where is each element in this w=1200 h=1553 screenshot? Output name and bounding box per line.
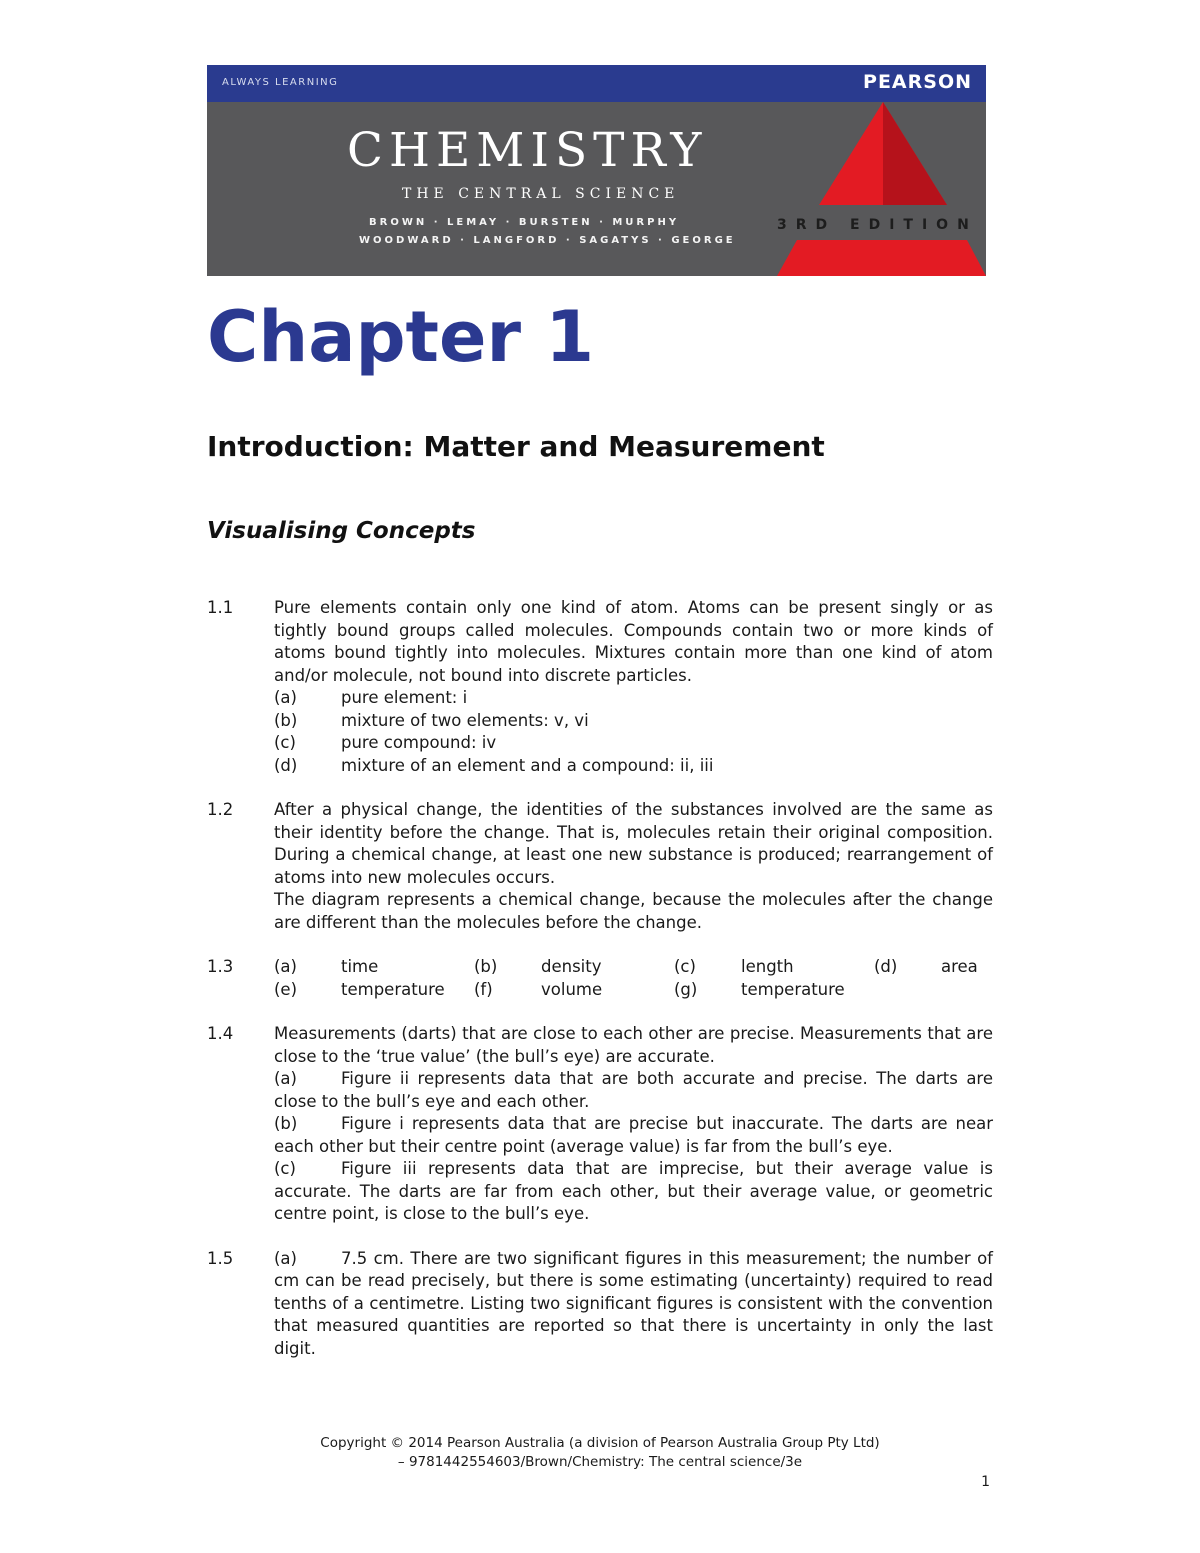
part-label: (g) [674, 979, 698, 999]
book-title: CHEMISTRY [347, 123, 708, 178]
part-label: (d) [274, 755, 298, 775]
part-label: (a) [274, 1069, 297, 1088]
part-text: pure compound: iv [341, 733, 497, 752]
list-item [274, 1158, 993, 1226]
part-text: Figure i represents data that are precise but inaccurate. The darts are near each other but their centre point (average value) is far from the bull’s eye. [274, 1114, 993, 1156]
list-item [274, 755, 993, 778]
copyright-notice: Copyright © 2014 Pearson Australia (a division of Pearson Australia Group Pty Ltd) [320, 1435, 880, 1451]
part-text: area [941, 957, 978, 976]
answer-item-1-3 [207, 956, 993, 1001]
part-text: temperature [341, 979, 445, 999]
part-text: Figure ii represents data that are both accurate and precise. The darts are close to the bull’s eye and each other. [274, 1069, 993, 1111]
list-item [274, 710, 993, 733]
answer-grid-row [274, 956, 993, 979]
section-title: Introduction: Matter and Measurement [207, 430, 825, 463]
part-label: (a) [274, 957, 297, 976]
part-label: (f) [474, 979, 493, 999]
part-text: mixture of two elements: v, vi [341, 710, 589, 730]
part-label: (c) [274, 1159, 296, 1178]
list-item [274, 1068, 993, 1113]
part-text: mixture of an element and a compound: ii, iii [341, 755, 714, 775]
book-banner [207, 65, 986, 276]
list-item [274, 732, 993, 755]
chapter-title: Chapter 1 [207, 296, 595, 378]
part-label: (b) [274, 1114, 298, 1133]
part-label: (c) [274, 733, 296, 752]
authors-line-2: WOODWARD · LANGFORD · SAGATYS · GEORGE [359, 235, 736, 246]
answer-item-1-2 [207, 799, 993, 934]
authors-line-1: BROWN · LEMAY · BURSTEN · MURPHY [369, 217, 680, 228]
edition-label: 3RD EDITION [777, 217, 978, 233]
isbn-line: – 9781442554603/Brown/Chemistry: The central science/3e [397, 1454, 803, 1470]
part-label: (b) [474, 957, 498, 976]
item-text: Pure elements contain only one kind of atom. Atoms can be present singly or as tightly bound groups called molecules. Compounds contain two or more kinds of atoms bound tightly into molecules. Mixtures contain more than one kind of atom and/or molecule, not bound into discrete particles. [274, 598, 993, 685]
list-item [274, 1248, 993, 1361]
part-text: Figure iii represents data that are imprecise, but their average value is accurate. The darts are far from each other, but their average value, or geometric centre point, is close to the bull’s eye. [274, 1159, 993, 1223]
item-number: 1.2 [207, 800, 234, 819]
part-text: length [741, 957, 794, 976]
item-number: 1.3 [207, 957, 234, 976]
part-label: (d) [874, 957, 898, 976]
item-text: After a physical change, the identities of the substances involved are the same as their identity before the change. That is, molecules retain their original composition. During a chemical change, at least one new substance is produced; rearrangement of atoms into new molecules occurs. [274, 800, 993, 887]
part-label: (e) [274, 979, 298, 999]
answer-item-1-5 [207, 1248, 993, 1361]
part-label: (a) [274, 1248, 297, 1268]
answers-content [207, 597, 993, 1382]
book-subtitle: THE CENTRAL SCIENCE [402, 186, 680, 202]
subsection-title: Visualising Concepts [207, 518, 476, 544]
part-text: density [541, 957, 602, 976]
part-text: temperature [741, 979, 845, 999]
item-text: Measurements (darts) that are close to each other are precise. Measurements that are close to the ‘true value’ (the bull’s eye) are accurate. [274, 1024, 993, 1066]
item-number: 1.5 [207, 1248, 234, 1268]
part-label: (c) [674, 957, 696, 976]
answer-grid-row [274, 979, 993, 1002]
page-number: 1 [981, 1474, 990, 1490]
item-text: The diagram represents a chemical change, because the molecules after the change are different than the molecules before the change. [274, 890, 993, 932]
answer-item-1-4 [207, 1023, 993, 1226]
item-number: 1.4 [207, 1024, 234, 1043]
publisher-logo: PEARSON [863, 71, 972, 93]
answer-item-1-1 [207, 597, 993, 777]
item-number: 1.1 [207, 598, 234, 617]
list-item [274, 1113, 993, 1158]
part-text: pure element: i [341, 688, 468, 707]
part-label: (b) [274, 710, 298, 730]
part-text: volume [541, 979, 603, 999]
part-text: 7.5 cm. There are two significant figures in this measurement; the number of cm can be read precisely, but there is some estimating (uncertainty) required to read tenths of a centimetre. Listing two significant figures is consistent with the convention that measured quantities are reported so that there is uncertainty in only the last digit. [274, 1248, 993, 1358]
banner-tagline: ALWAYS LEARNING [222, 77, 339, 88]
part-label: (a) [274, 688, 297, 707]
part-text: time [341, 957, 379, 976]
list-item [274, 687, 993, 710]
